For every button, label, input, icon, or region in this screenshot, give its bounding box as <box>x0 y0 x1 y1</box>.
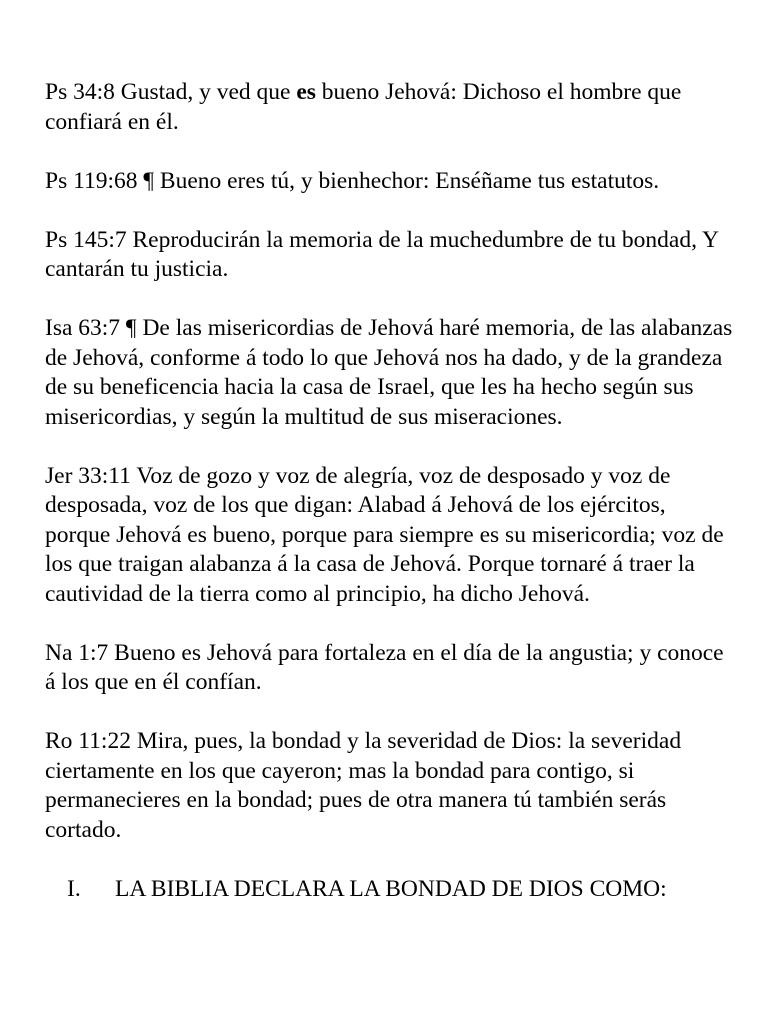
verse-ps-119-68: Ps 119:68 ¶ Bueno eres tú, y bienhechor: Enséñame tus estatutos. <box>45 167 660 194</box>
verse-text-part: bueno Jehová: Dichoso el hombre que confiará en él. <box>45 79 682 135</box>
verse-isa-63-7: Isa 63:7 ¶ De las misericordias de Jehová haré memoria, de las alabanzas de Jehová, conforme á todo lo que Jehová nos ha dado, y de la grandeza de su beneficencia hacia la casa de Israel, que les ha hecho según sus misericordias, y según la multitud de sus miseraciones. <box>45 315 733 430</box>
section-heading <box>45 875 735 905</box>
heading-text: LA BIBLIA DECLARA LA BONDAD DE DIOS COMO: <box>115 875 667 902</box>
verse-na-1-7: Na 1:7 Bueno es Jehová para fortaleza en el día de la angustia; y conoce á los que en él confían. <box>45 639 724 695</box>
verse-bold-word: es <box>296 79 316 105</box>
verse-ps-145-7: Ps 145:7 Reproducirán la memoria de la muchedumbre de tu bondad, Y cantarán tu justicia. <box>45 226 719 282</box>
verse-ps-34-8 <box>45 78 735 137</box>
heading-number: I. <box>67 875 81 902</box>
verse-text-part: Ps 34:8 Gustad, y ved que <box>45 79 297 105</box>
verse-ro-11-22: Ro 11:22 Mira, pues, la bondad y la severidad de Dios: la severidad ciertamente en los que cayeron; mas la bondad para contigo, si permanecieres en la bondad; pues de otra manera tú también serás cortado. <box>45 728 682 843</box>
document-page <box>45 78 735 904</box>
verse-jer-33-11: Jer 33:11 Voz de gozo y voz de alegría, voz de desposado y voz de desposada, voz de los que digan: Alabad á Jehová de los ejércitos, porque Jehová es bueno, porque para siempre es su misericordia; voz de los que traigan alabanza á la casa de Jehová. Porque tornaré á traer la cautividad de la tierra como al principio, ha dicho Jehová. <box>45 462 724 607</box>
